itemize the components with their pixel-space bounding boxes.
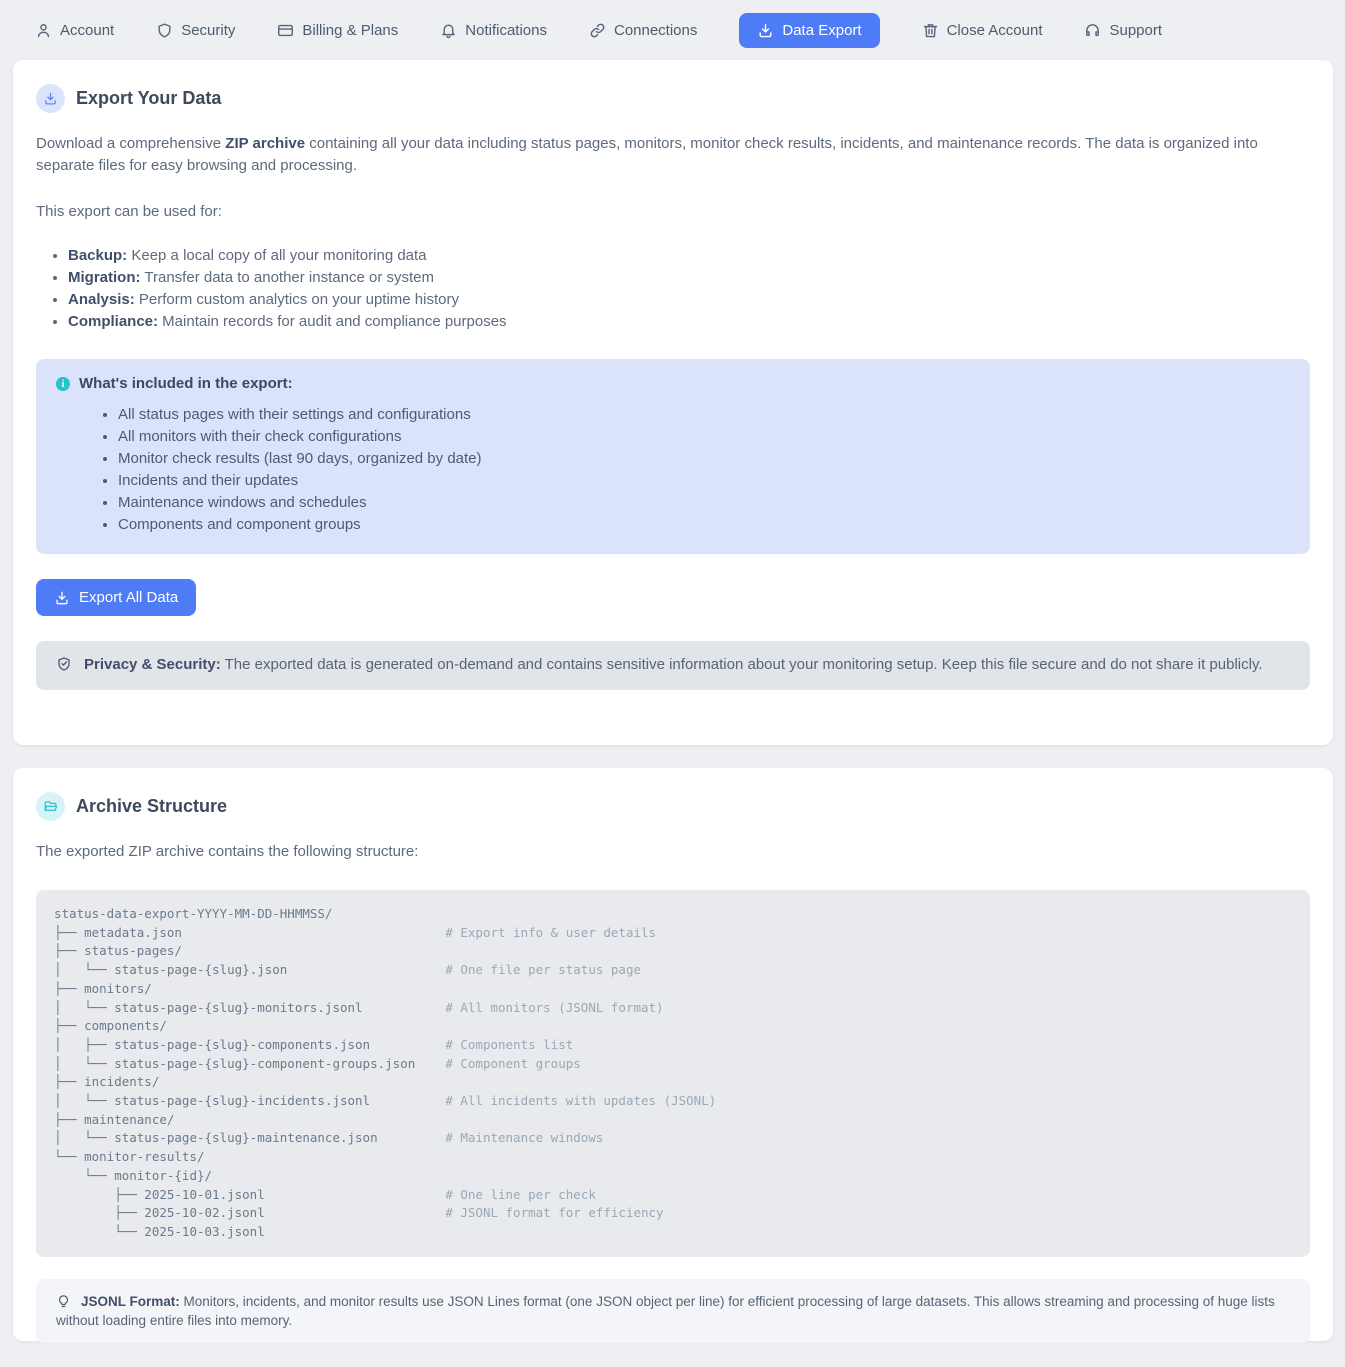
download-icon — [757, 22, 774, 39]
credit-card-icon — [277, 22, 294, 39]
export-description — [36, 133, 1308, 177]
usage-item-label: Backup: — [68, 247, 128, 264]
intro-bold: ZIP archive — [225, 135, 306, 152]
tree-line — [54, 1017, 1292, 1036]
usage-item — [68, 245, 1310, 267]
tab-label: Data Export — [782, 21, 862, 39]
shield-check-icon — [56, 656, 72, 672]
whats-included-title: What's included in the export: — [79, 375, 293, 392]
tree-path: │ └── status-page-{slug}-monitors.jsonl — [54, 999, 363, 1015]
tree-line — [54, 1148, 1292, 1167]
usage-item-text: Perform custom analytics on your uptime history — [134, 291, 459, 308]
tree-comment: # Component groups — [445, 1055, 581, 1071]
included-item: • Components and component groups — [118, 514, 1290, 536]
usage-item-label: Analysis: — [68, 291, 135, 308]
tab-data-export[interactable] — [739, 13, 879, 48]
intro-suffix: containing all your data including status pages, monitors, monitor check results, incidents, and maintenance records. The data is organized into separate files for easy browsing and processing. — [36, 135, 1258, 174]
tree-path: │ ├── status-page-{slug}-components.json — [54, 1036, 371, 1052]
tab-label: Notifications — [465, 21, 547, 39]
tab-support[interactable] — [1084, 22, 1162, 39]
bell-icon — [440, 22, 457, 39]
download-icon — [54, 590, 70, 606]
tree-path: status-data-export-YYYY-MM-DD-HHMMSS/ — [54, 906, 333, 921]
archive-description: The exported ZIP archive contains the following structure: — [36, 843, 419, 860]
tree-line — [54, 1073, 1292, 1092]
tab-security[interactable] — [156, 22, 235, 39]
usage-item — [68, 289, 1310, 311]
shield-icon — [156, 22, 173, 39]
headset-icon — [1084, 22, 1101, 39]
included-list — [56, 404, 1290, 536]
lightbulb-icon — [56, 1294, 71, 1309]
tree-path: │ └── status-page-{slug}-incidents.jsonl — [54, 1093, 371, 1109]
jsonl-label: JSONL Format: — [81, 1293, 180, 1309]
included-item: • All monitors with their check configurations — [118, 426, 1290, 448]
tree-comment: # Components list — [445, 1036, 574, 1052]
folder-icon — [36, 792, 65, 821]
tree-path: │ └── status-page-{slug}-component-groups.json — [54, 1055, 416, 1071]
tree-line — [54, 1111, 1292, 1130]
link-icon — [589, 22, 606, 39]
included-item: • All status pages with their settings and configurations — [118, 404, 1290, 426]
usage-item-text: Keep a local copy of all your monitoring data — [127, 247, 427, 264]
tree-path: ├── incidents/ — [54, 1074, 160, 1090]
privacy-label: Privacy & Security: — [84, 656, 221, 673]
tree-line — [54, 1204, 1292, 1223]
usage-item — [68, 311, 1310, 333]
archive-title: Archive Structure — [76, 796, 228, 816]
download-icon — [36, 84, 65, 113]
usage-item — [68, 267, 1310, 289]
tab-label: Connections — [613, 21, 698, 39]
tree-line — [54, 1129, 1292, 1148]
tree-path: │ └── status-page-{slug}-maintenance.json — [54, 1130, 378, 1146]
jsonl-text: Monitors, incidents, and monitor results use JSON Lines format (one JSON object per line) for efficient processing of large datasets. This allows streaming and processing of huge lists without loading entire files into memory. — [56, 1293, 1275, 1328]
tab-label: Security — [181, 21, 236, 39]
included-item: • Incidents and their updates — [118, 470, 1290, 492]
tree-path: ├── metadata.json — [54, 924, 182, 940]
export-button-label: Export All Data — [79, 589, 179, 606]
export-card-header — [36, 84, 1310, 113]
tab-label: Support — [1109, 21, 1163, 39]
tree-path: ├── 2025-10-02.jsonl — [54, 1205, 265, 1221]
trash-icon — [922, 22, 939, 39]
tree-comment: # All monitors (JSONL format) — [445, 999, 664, 1015]
usage-item-label: Compliance: — [68, 313, 159, 330]
whats-included-header — [56, 375, 1290, 393]
included-item: • Maintenance windows and schedules — [118, 492, 1290, 514]
archive-structure-card — [13, 768, 1333, 1341]
tree-path: ├── status-pages/ — [54, 943, 182, 959]
tree-path: │ └── status-page-{slug}.json — [54, 962, 288, 978]
tree-path: ├── components/ — [54, 1018, 167, 1034]
jsonl-format-note — [36, 1279, 1310, 1343]
tree-line — [54, 1186, 1292, 1205]
tree-line — [54, 1036, 1292, 1055]
usage-list — [36, 245, 1310, 333]
tree-comment: # All incidents with updates (JSONL) — [445, 1093, 717, 1109]
included-item: • Monitor check results (last 90 days, organized by date) — [118, 448, 1290, 470]
tree-line — [54, 942, 1292, 961]
tree-comment: # One line per check — [445, 1186, 596, 1202]
tree-path: ├── monitors/ — [54, 980, 152, 996]
tab-label: Close Account — [946, 21, 1043, 39]
page-title: Export Your Data — [76, 88, 222, 108]
tree-line — [54, 1223, 1292, 1242]
tab-label: Account — [60, 21, 115, 39]
tab-label: Billing & Plans — [302, 21, 399, 39]
tree-comment: # One file per status page — [445, 962, 641, 978]
tree-line — [54, 1167, 1292, 1186]
tree-path: ├── 2025-10-01.jsonl — [54, 1186, 265, 1202]
tree-line — [54, 1055, 1292, 1074]
usage-heading: This export can be used for: — [36, 203, 222, 220]
tree-line — [54, 1092, 1292, 1111]
tree-path: ├── maintenance/ — [54, 1111, 175, 1127]
tree-line — [54, 999, 1292, 1018]
tree-line — [54, 924, 1292, 943]
tab-notifications[interactable] — [440, 22, 547, 39]
tab-account[interactable] — [35, 22, 114, 39]
tree-line — [54, 905, 1292, 924]
tree-path: └── monitor-results/ — [54, 1149, 205, 1165]
privacy-text: The exported data is generated on-demand and contains sensitive information about your monitoring setup. Keep this file secure and do not share it publicly. — [220, 656, 1263, 673]
tree-comment: # Maintenance windows — [445, 1130, 604, 1146]
user-icon — [35, 22, 52, 39]
tree-line — [54, 961, 1292, 980]
usage-item-text: Transfer data to another instance or system — [140, 269, 434, 286]
tree-path: └── 2025-10-03.jsonl — [54, 1223, 265, 1239]
info-icon: i — [56, 377, 70, 391]
usage-item-text: Maintain records for audit and compliance purposes — [158, 313, 507, 330]
tree-line — [54, 980, 1292, 999]
tab-close-account[interactable] — [922, 22, 1043, 39]
export-all-data-button[interactable] — [36, 579, 196, 616]
tree-comment: # Export info & user details — [445, 924, 657, 940]
tab-connections[interactable] — [589, 22, 697, 39]
archive-tree-code-block — [36, 890, 1310, 1257]
archive-card-header — [36, 792, 1310, 821]
tree-path: └── monitor-{id}/ — [54, 1167, 213, 1183]
tree-comment: # JSONL format for efficiency — [445, 1205, 664, 1221]
whats-included-box — [36, 359, 1310, 554]
intro-prefix: Download a comprehensive — [36, 135, 226, 152]
settings-tab-bar — [0, 0, 1345, 60]
export-your-data-card — [13, 60, 1333, 745]
usage-item-label: Migration: — [68, 269, 141, 286]
privacy-security-note — [36, 641, 1310, 690]
tab-billing-plans[interactable] — [277, 22, 398, 39]
